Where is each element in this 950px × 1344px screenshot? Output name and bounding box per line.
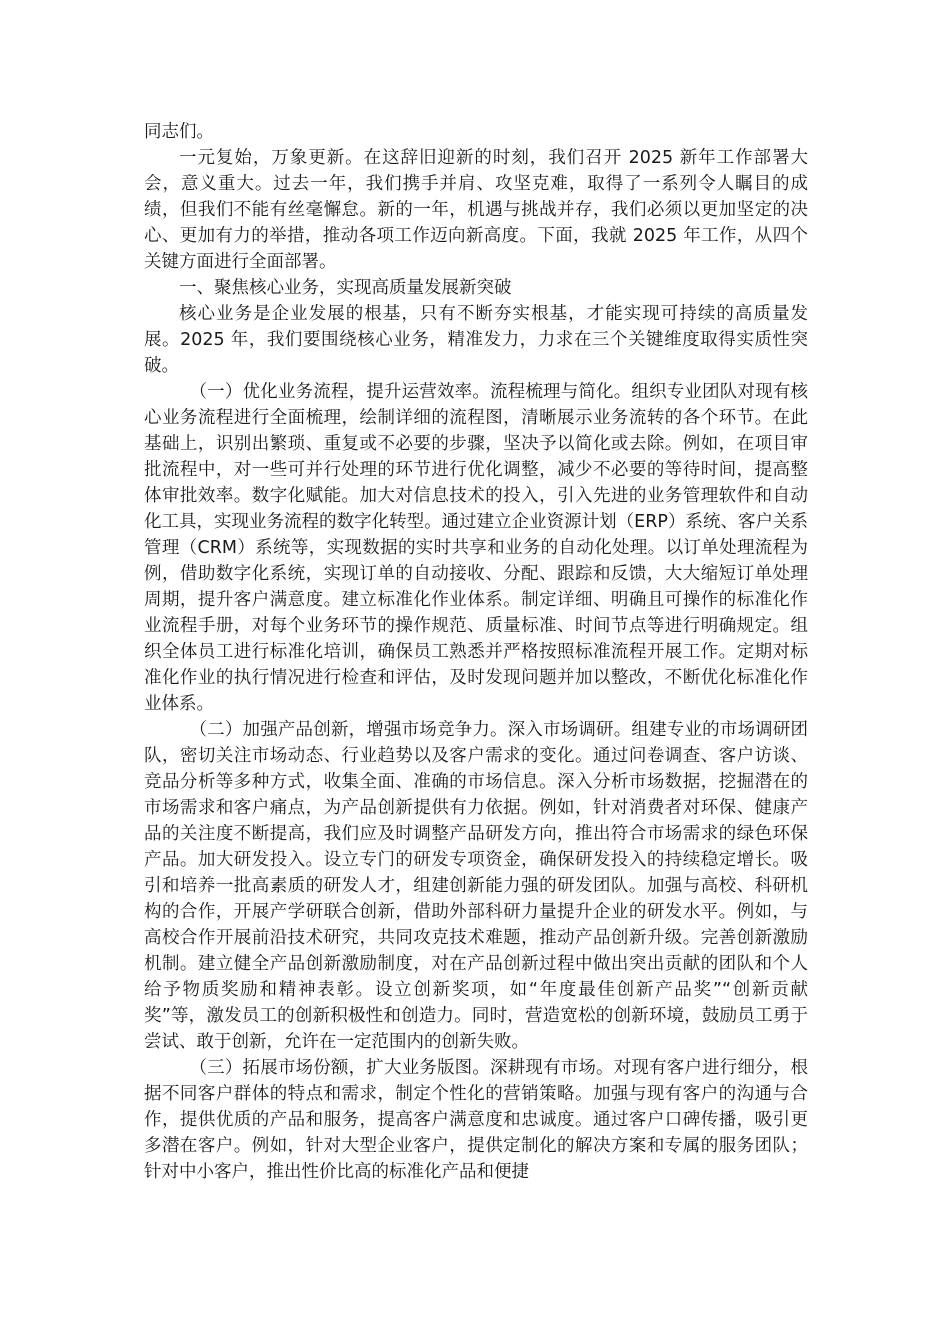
subsection-2-paragraph: （二）加强产品创新，增强市场竞争力。深入市场调研。组建专业的市场调研团队，密切关注市场动态、行业趋势以及客户需求的变化。通过问卷调查、客户访谈、竞品分析等多种方式，收集全面、准确的市场信息。深入分析市场数据，挖掘潜在的市场需求和客户痛点，为产品创新提供有力依据。例如，针对消费者对环保、健康产品的关注度不断提高，我们应及时调整产品研发方向，推出符合市场需求的绿色环保产品。加大研发投入。设立专门的研发专项资金，确保研发投入的持续稳定增长。吸引和培养一批高素质的研发人才，组建创新能力强的研发团队。加强与高校、科研机构的合作，开展产学研联合创新，借助外部科研力量提升企业的研发水平。例如，与高校合作开展前沿技术研究，共同攻克技术难题，推动产品创新升级。完善创新激励机制。建立健全产品创新激励制度，对在产品创新过程中做出突出贡献的团队和个人给予物质奖励和精神表彰。设立创新奖项，如“年度最佳创新产品奖”“创新贡献奖”等，激发员工的创新积极性和创造力。同时，营造宽松的创新环境，鼓励员工勇于尝试、敢于创新，允许在一定范围内的创新失败。 bbox=[144, 720, 808, 1052]
section-intro-paragraph: 核心业务是企业发展的根基，只有不断夯实根基，才能实现可持续的高质量发展。2025 年，我们要围绕核心业务，精准发力，力求在三个关键维度取得实质性突破。 bbox=[144, 304, 808, 376]
document-body bbox=[144, 119, 808, 1185]
subsection-3-paragraph: （三）拓展市场份额，扩大业务版图。深耕现有市场。对现有客户进行细分，根据不同客户群体的特点和需求，制定个性化的营销策略。加强与现有客户的沟通与合作，提供优质的产品和服务，提高客户满意度和忠诚度。通过客户口碑传播，吸引更多潜在客户。例如，针对大型企业客户，提供定制化的解决方案和专属的服务团队；针对中小客户，推出性价比高的标准化产品和便捷 bbox=[144, 1058, 808, 1182]
subsection-1-paragraph: （一）优化业务流程，提升运营效率。流程梳理与简化。组织专业团队对现有核心业务流程进行全面梳理，绘制详细的流程图，清晰展示业务流转的各个环节。在此基础上，识别出繁琐、重复或不必要的步骤，坚决予以简化或去除。例如，在项目审批流程中，对一些可并行处理的环节进行优化调整，减少不必要的等待时间，提高整体审批效率。数字化赋能。加大对信息技术的投入，引入先进的业务管理软件和自动化工具，实现业务流程的数字化转型。通过建立企业资源计划（ERP）系统、客户关系管理（CRM）系统等，实现数据的实时共享和业务的自动化处理。以订单处理流程为例，借助数字化系统，实现订单的自动接收、分配、跟踪和反馈，大大缩短订单处理周期，提升客户满意度。建立标准化作业体系。制定详细、明确且可操作的标准化作业流程手册，对每个业务环节的操作规范、质量标准、时间节点等进行明确规定。组织全体员工进行标准化培训，确保员工熟悉并严格按照标准流程开展工作。定期对标准化作业的执行情况进行检查和评估，及时发现问题并加以整改，不断优化标准化作业体系。 bbox=[144, 382, 808, 714]
section-heading: 一、聚焦核心业务，实现高质量发展新突破 bbox=[179, 278, 512, 298]
opening-paragraph: 一元复始，万象更新。在这辞旧迎新的时刻，我们召开 2025 新年工作部署大会，意义重大。过去一年，我们携手并肩、攻坚克难，取得了一系列令人瞩目的成绩，但我们不能有丝毫懈怠。新的一年，机遇与挑战并存，我们必须以更加坚定的决心、更加有力的举措，推动各项工作迈向新高度。下面，我就 2025 年工作，从四个关键方面进行全面部署。 bbox=[144, 148, 808, 272]
salutation: 同志们。 bbox=[144, 122, 214, 142]
